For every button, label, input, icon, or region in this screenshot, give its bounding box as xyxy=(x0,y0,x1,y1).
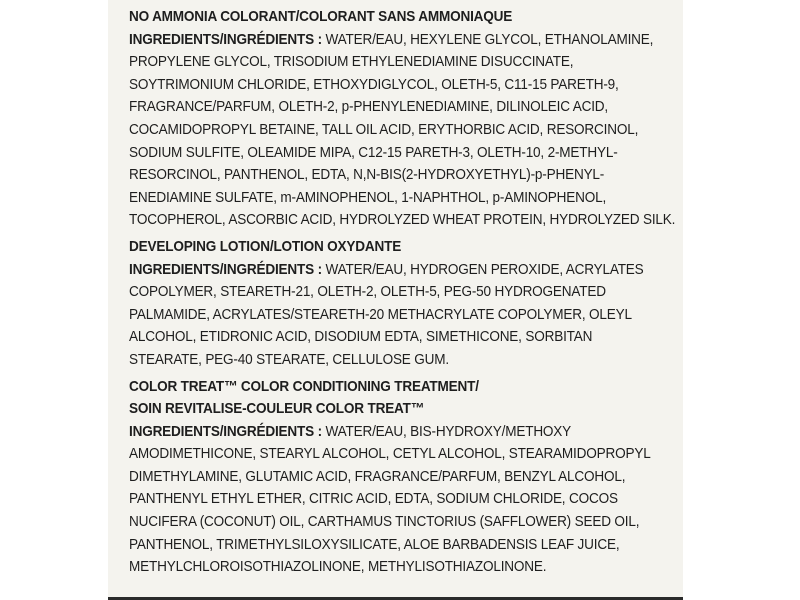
colorant-line-9: TOCOPHEROL, ASCORBIC ACID, HYDROLYZED WHEAT PROTEIN, HYDROLYZED SILK. xyxy=(129,212,676,229)
treatment-line-1-text: WATER/EAU, BIS-HYDROXY/METHOXY xyxy=(321,423,572,440)
colorant-line-8: ENEDIAMINE SULFATE, m-AMINOPHENOL, 1-NAPHTHOL, p-AMINOPHENOL, xyxy=(129,189,607,206)
colorant-line-3: SOYTRIMONIUM CHLORIDE, ETHOXYDIGLYCOL, OLETH-5, C11-15 PARETH-9, xyxy=(129,76,619,93)
colorant-line-1-text: WATER/EAU, HEXYLENE GLYCOL, ETHANOLAMINE, xyxy=(321,31,654,48)
colorant-line-5: COCAMIDOPROPYL BETAINE, TALL OIL ACID, ERYTHORBIC ACID, RESORCINOL, xyxy=(129,121,639,138)
developer-line-1-text: WATER/EAU, HYDROGEN PEROXIDE, ACRYLATES xyxy=(321,261,644,278)
developer-line-5: STEARATE, PEG-40 STEARATE, CELLULOSE GUM. xyxy=(129,351,449,368)
colorant-title: NO AMMONIA COLORANT/COLORANT SANS AMMONIAQUE xyxy=(129,9,513,25)
treatment-line-6: PANTHENOL, TRIMETHYLSILOXYSILICATE, ALOE BARBADENSIS LEAF JUICE, xyxy=(129,536,620,553)
developer-line-4: ALCOHOL, ETIDRONIC ACID, DISODIUM EDTA, SIMETHICONE, SORBITAN xyxy=(129,329,593,346)
treatment-line-4: PANTHENYL ETHYL ETHER, CITRIC ACID, EDTA, SODIUM CHLORIDE, COCOS xyxy=(129,491,618,508)
colorant-line-2: PROPYLENE GLYCOL, TRISODIUM ETHYLENEDIAMINE DISUCCINATE, xyxy=(129,54,574,71)
colorant-line-1 xyxy=(129,29,654,52)
developer-title: DEVELOPING LOTION/LOTION OXYDANTE xyxy=(129,238,402,255)
developer-section xyxy=(129,236,644,372)
treatment-line-3: DIMETHYLAMINE, GLUTAMIC ACID, FRAGRANCE/PARFUM, BENZYL ALCOHOL, xyxy=(129,468,626,485)
ingredient-text-block xyxy=(129,6,676,579)
treatment-title-line-1: COLOR TREAT™ COLOR CONDITIONING TREATMENT/ xyxy=(129,378,479,395)
treatment-ingredients-label: INGREDIENTS/INGRÉDIENTS : xyxy=(129,423,322,440)
ingredient-label-panel xyxy=(108,0,683,600)
developer-line-1 xyxy=(129,259,644,282)
developer-line-3: PALMAMIDE, ACRYLATES/STEARETH-20 METHACRYLATE COPOLYMER, OLEYL xyxy=(129,306,632,323)
developer-line-2: COPOLYMER, STEARETH-21, OLETH-2, OLETH-5, PEG-50 HYDROGENATED xyxy=(129,284,606,301)
colorant-line-6: SODIUM SULFITE, OLEAMIDE MIPA, C12-15 PARETH-3, OLETH-10, 2-METHYL- xyxy=(129,144,618,161)
treatment-line-2: AMODIMETHICONE, STEARYL ALCOHOL, CETYL ALCOHOL, STEARAMIDOPROPYL xyxy=(129,446,651,463)
treatment-line-1 xyxy=(129,421,631,444)
colorant-line-7: RESORCINOL, PANTHENOL, EDTA, N,N-BIS(2-HYDROXYETHYL)-p-PHENYL- xyxy=(129,167,605,184)
colorant-ingredients-label: INGREDIENTS/INGRÉDIENTS : xyxy=(129,31,322,48)
treatment-line-5: NUCIFERA (COCONUT) OIL, CARTHAMUS TINCTORIUS (SAFFLOWER) SEED OIL, xyxy=(129,514,640,531)
treatment-section xyxy=(129,376,651,579)
treatment-title-line-2: SOIN REVITALISE-COULEUR COLOR TREAT™ xyxy=(129,401,425,418)
colorant-line-4: FRAGRANCE/PARFUM, OLETH-2, p-PHENYLENEDIAMINE, DILINOLEIC ACID, xyxy=(129,99,608,116)
colorant-section xyxy=(129,6,676,232)
treatment-line-7: METHYLCHLOROISOTHIAZOLINONE, METHYLISOTHIAZOLINONE. xyxy=(129,559,547,576)
developer-ingredients-label: INGREDIENTS/INGRÉDIENTS : xyxy=(129,261,322,278)
